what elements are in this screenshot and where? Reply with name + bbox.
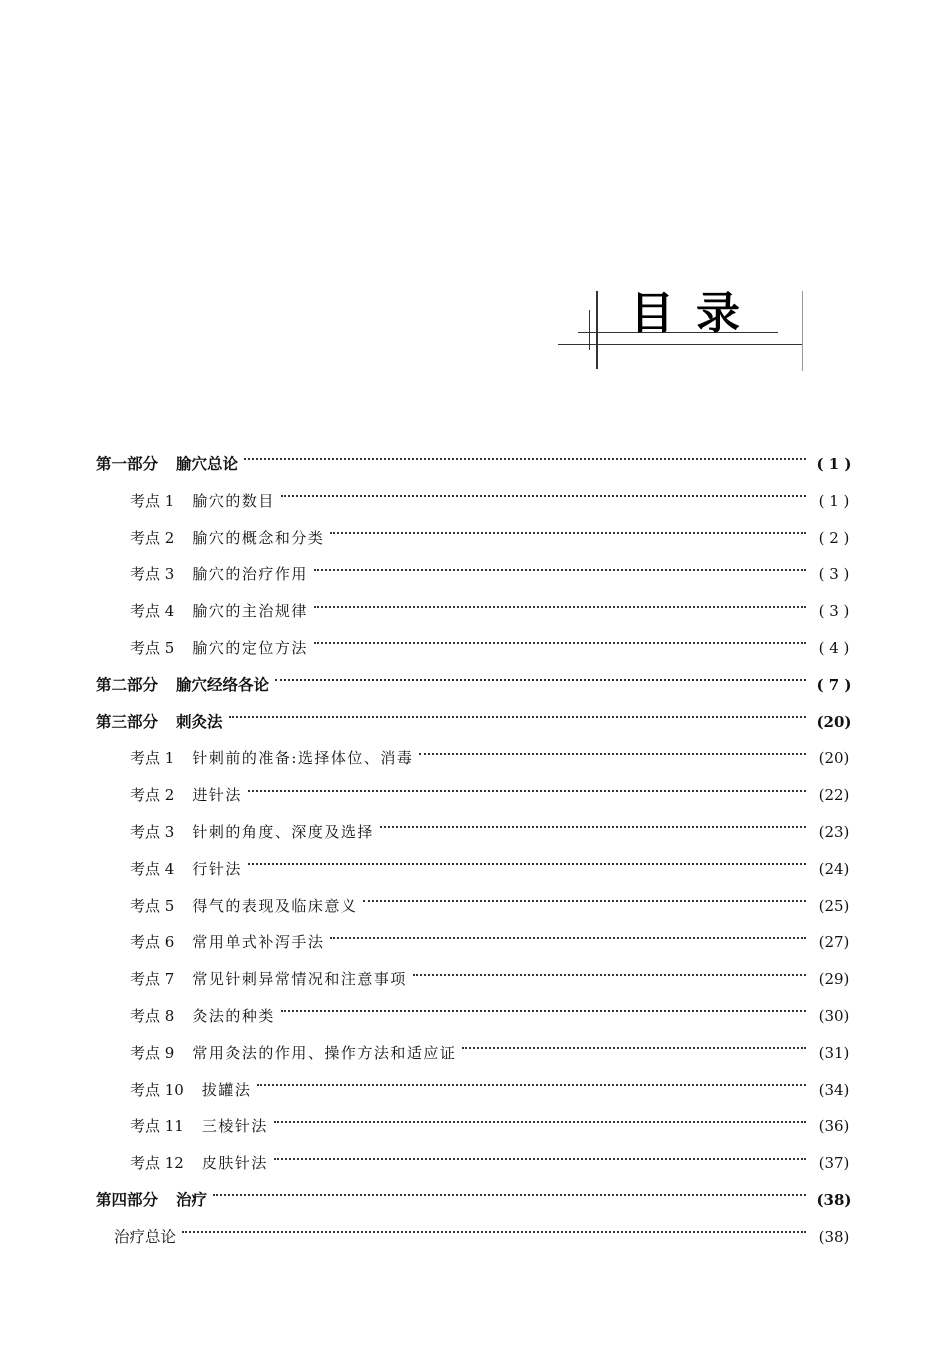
toc-entry[interactable] (96, 593, 856, 630)
toc-dot-leader (314, 642, 806, 644)
toc-entry-number: 考点 4 (130, 859, 175, 878)
toc-entry-label (96, 1182, 207, 1219)
toc-entry-title: 进针法 (192, 786, 242, 805)
page-title: 目录 (630, 288, 762, 339)
toc-entry-page: ( 4 ) (818, 638, 850, 657)
toc-entry-number: 第三部分 (96, 712, 159, 731)
toc-entry-label (130, 961, 407, 998)
toc-entry-number: 考点 5 (130, 896, 175, 915)
toc-entry-number: 考点 5 (130, 638, 175, 657)
toc-entry-title: 腧穴经络各论 (176, 675, 270, 694)
toc-dot-leader (314, 606, 806, 608)
toc-entry[interactable] (96, 556, 856, 593)
toc-entry-title: 腧穴的概念和分类 (192, 528, 325, 547)
title-rule-vertical-1 (596, 291, 598, 369)
toc-entry-label (96, 446, 238, 483)
toc-entry[interactable] (96, 1072, 856, 1109)
toc-dot-leader (248, 863, 806, 865)
toc-entry-page: (23) (818, 822, 850, 841)
toc-entry-number: 考点 9 (130, 1043, 175, 1062)
toc-entry-title: 腧穴的数目 (192, 491, 275, 510)
toc-entry[interactable] (96, 740, 856, 777)
toc-entry[interactable] (96, 667, 856, 704)
toc-entry-label (130, 924, 324, 961)
toc-entry-label (130, 520, 324, 557)
toc-entry-title: 针刺前的准备:选择体位、消毒 (192, 749, 414, 768)
toc-entry-title: 针刺的角度、深度及选择 (192, 822, 374, 841)
toc-entry-label (130, 1035, 456, 1072)
toc-entry-page: (31) (818, 1043, 850, 1062)
toc-entry-title: 治疗总论 (114, 1227, 177, 1246)
toc-dot-leader (244, 458, 806, 460)
toc-dot-leader (213, 1194, 806, 1196)
toc-entry[interactable] (96, 924, 856, 961)
toc-entry-number: 第四部分 (96, 1190, 159, 1209)
toc-entry-title: 拔罐法 (201, 1080, 252, 1099)
toc-entry-label (114, 1219, 176, 1256)
title-rule-vertical-3 (802, 291, 803, 371)
toc-entry[interactable] (96, 851, 856, 888)
toc-entry-title: 灸法的种类 (192, 1006, 275, 1025)
toc-entry-label (130, 1108, 268, 1145)
toc-entry-page: (29) (818, 970, 850, 989)
toc-dot-leader (281, 1010, 806, 1012)
toc-entry-page: (24) (818, 859, 850, 878)
toc-entry-number: 考点 1 (130, 749, 175, 768)
toc-dot-leader (274, 1121, 806, 1123)
toc-entry-number: 考点 2 (130, 786, 175, 805)
toc-entry[interactable] (96, 814, 856, 851)
toc-entry-title: 行针法 (192, 859, 242, 878)
toc-entry[interactable] (96, 630, 856, 667)
toc-entry-title: 得气的表现及临床意义 (192, 896, 358, 915)
toc-entry-number: 考点 4 (130, 602, 175, 621)
toc-dot-leader (363, 900, 806, 902)
title-rule-horizontal-1 (558, 344, 802, 345)
toc-dot-leader (275, 679, 806, 681)
toc-dot-leader (229, 716, 806, 718)
toc-entry[interactable] (96, 1182, 856, 1219)
toc-entry-page: ( 2 ) (818, 528, 850, 547)
toc-entry-label (130, 1145, 268, 1182)
toc-entry-page: (36) (818, 1117, 850, 1136)
toc-entry-label (130, 556, 308, 593)
toc-entry[interactable] (96, 704, 856, 741)
toc-entry[interactable] (96, 998, 856, 1035)
toc-entry-number: 第一部分 (96, 455, 159, 473)
toc-entry-number: 考点 10 (130, 1080, 184, 1099)
toc-entry-page: (34) (818, 1080, 850, 1099)
toc-entry[interactable] (96, 1145, 856, 1182)
toc-entry[interactable] (96, 961, 856, 998)
toc-entry[interactable] (96, 483, 856, 520)
toc-entry-page: ( 3 ) (818, 565, 850, 584)
title-rule-vertical-2 (589, 310, 590, 350)
toc-entry[interactable] (96, 1108, 856, 1145)
toc-dot-leader (248, 790, 806, 792)
toc-entry-title: 常见针刺异常情况和注意事项 (192, 970, 407, 989)
toc-entry-title: 皮肤针法 (201, 1154, 268, 1173)
toc-entry-number: 考点 11 (130, 1117, 184, 1136)
toc-entry-title: 腧穴的主治规律 (192, 602, 308, 621)
toc-entry-page: (25) (818, 896, 850, 915)
toc-entry-title: 常用单式补泻手法 (192, 933, 325, 952)
toc-entry-number: 考点 3 (130, 822, 175, 841)
toc-entry[interactable] (96, 446, 856, 483)
toc-entry-label (130, 888, 357, 925)
toc-entry[interactable] (96, 777, 856, 814)
toc-dot-leader (462, 1047, 806, 1049)
toc-entry-label (130, 814, 374, 851)
toc-entry-label (96, 667, 269, 704)
toc-entry-title: 腧穴的定位方法 (192, 638, 308, 657)
toc-entry-label (130, 1072, 251, 1109)
toc-entry-page: ( 7 ) (816, 675, 852, 694)
toc-entry-page: ( 3 ) (818, 602, 850, 621)
toc-entry-page: (37) (818, 1154, 850, 1173)
toc-entry-title: 刺灸法 (176, 712, 223, 731)
toc-entry-label (130, 630, 308, 667)
toc-entry-title: 治疗 (176, 1190, 208, 1209)
toc-entry-label (130, 777, 242, 814)
toc-entry-page: (20) (818, 749, 850, 768)
toc-entry-title: 常用灸法的作用、操作方法和适应证 (192, 1043, 457, 1062)
toc-entry-label (130, 998, 275, 1035)
toc-entry-label (130, 851, 242, 888)
toc-entry-page: (38) (818, 1227, 850, 1246)
toc-dot-leader (257, 1084, 806, 1086)
toc-entry-number: 考点 2 (130, 528, 175, 547)
toc-entry-page: (27) (818, 933, 850, 952)
toc-entry-number: 考点 8 (130, 1006, 175, 1025)
toc-entry-page: ( 1 ) (816, 455, 852, 473)
toc-dot-leader (330, 532, 806, 534)
toc-dot-leader (281, 495, 806, 497)
toc-dot-leader (380, 826, 806, 828)
toc-entry-label (96, 704, 223, 741)
toc-entry-label (130, 593, 308, 630)
toc-dot-leader (274, 1158, 806, 1160)
table-of-contents (96, 446, 856, 1256)
toc-entry-title: 三棱针法 (201, 1117, 268, 1136)
toc-entry-number: 考点 7 (130, 970, 175, 989)
toc-entry[interactable] (96, 1219, 856, 1256)
toc-entry-label (130, 483, 275, 520)
toc-entry[interactable] (96, 888, 856, 925)
toc-entry-title: 腧穴总论 (176, 455, 239, 473)
toc-entry-page: (38) (816, 1190, 852, 1209)
toc-entry-number: 考点 3 (130, 565, 175, 584)
toc-entry-label (130, 740, 413, 777)
toc-entry-page: ( 1 ) (818, 491, 850, 510)
toc-entry-page: (30) (818, 1006, 850, 1025)
toc-dot-leader (419, 753, 806, 755)
toc-entry[interactable] (96, 520, 856, 557)
toc-entry-number: 考点 1 (130, 491, 175, 510)
toc-dot-leader (330, 937, 806, 939)
toc-entry-page: (20) (816, 712, 852, 731)
toc-entry-number: 第二部分 (96, 675, 159, 694)
toc-entry-number: 考点 6 (130, 933, 175, 952)
toc-entry-page: (22) (818, 786, 850, 805)
toc-entry-title: 腧穴的治疗作用 (192, 565, 308, 584)
toc-entry[interactable] (96, 1035, 856, 1072)
toc-dot-leader (182, 1231, 806, 1233)
toc-dot-leader (314, 569, 806, 571)
toc-dot-leader (413, 974, 806, 976)
toc-entry-number: 考点 12 (130, 1154, 184, 1173)
